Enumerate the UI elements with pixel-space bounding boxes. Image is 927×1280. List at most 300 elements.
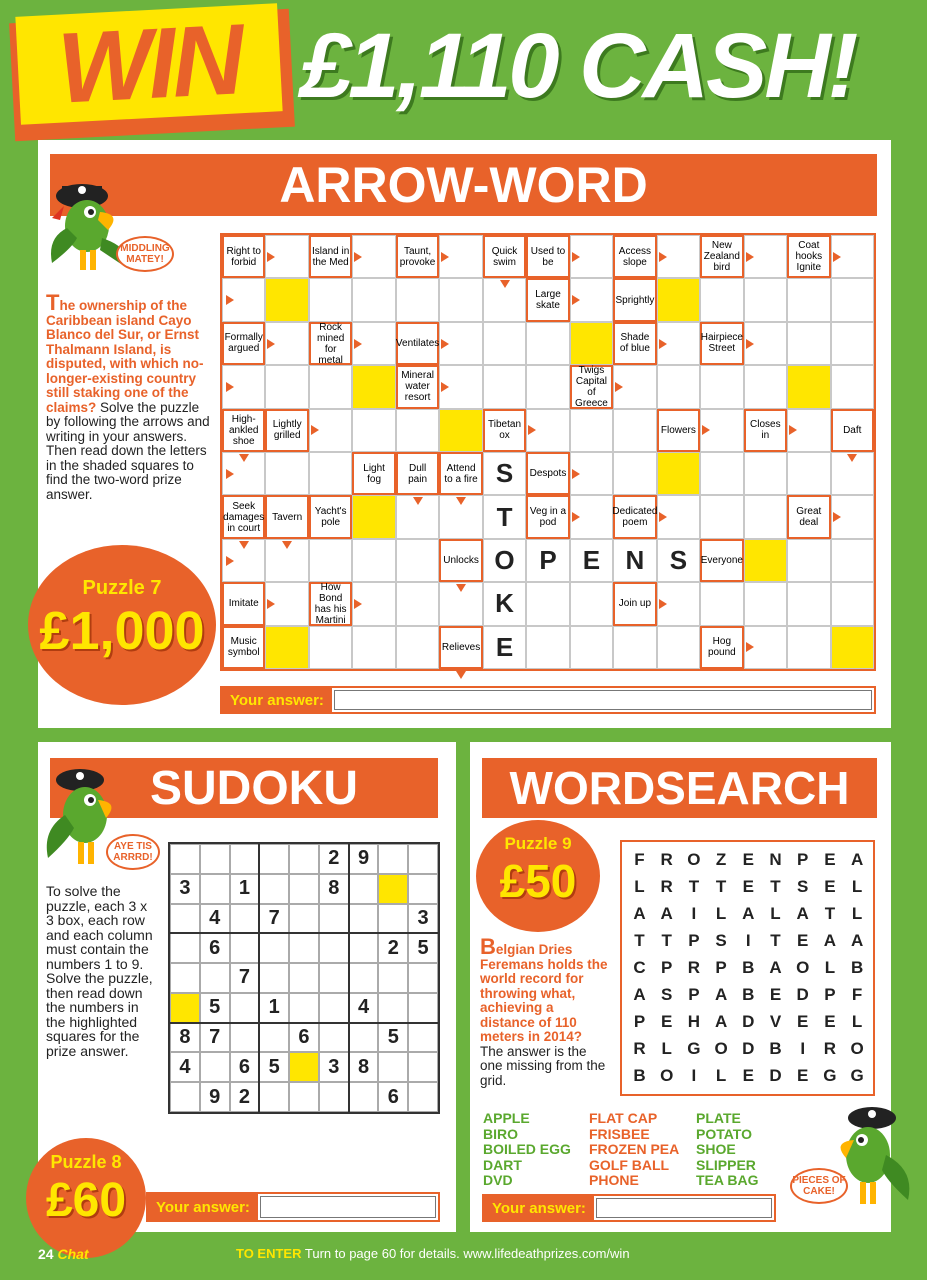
- answer-cell[interactable]: [439, 278, 482, 321]
- intro-question: he ownership of the Caribbean island Cayo Blanco del Sur, or Ernst Thalmann Island, is disputed, with which no-longer-existing country still staking one of the claims?: [46, 298, 204, 415]
- answer-cell[interactable]: [831, 365, 874, 408]
- sudoku-cell[interactable]: [349, 933, 379, 963]
- sudoku-cell: 9: [349, 844, 379, 874]
- enter-text: Turn to page 60 for details. www.lifedeathprizes.com/win: [301, 1246, 630, 1261]
- answer-cell[interactable]: [831, 539, 874, 582]
- answer-cell[interactable]: [570, 235, 613, 278]
- answer-cell[interactable]: [831, 235, 874, 278]
- box-divider: [258, 844, 260, 1112]
- arrow-icon: [226, 382, 234, 392]
- wordsearch-letter[interactable]: P: [688, 985, 700, 1004]
- sudoku-cell: 4: [170, 1052, 200, 1082]
- wordsearch-letter[interactable]: O: [714, 1039, 728, 1058]
- sudoku-cell[interactable]: [319, 904, 349, 934]
- sudoku-cell: 5: [408, 933, 438, 963]
- answer-cell[interactable]: [787, 322, 830, 365]
- wordsearch-answer-input[interactable]: [596, 1198, 772, 1218]
- sudoku-cell[interactable]: [259, 874, 289, 904]
- answer-cell[interactable]: [570, 626, 613, 669]
- answer-cell[interactable]: [700, 582, 743, 625]
- answer-cell[interactable]: [744, 626, 787, 669]
- answer-cell[interactable]: [700, 409, 743, 452]
- wordsearch-letter[interactable]: T: [715, 877, 727, 896]
- clue-cell: Large skate: [526, 278, 569, 321]
- answer-cell[interactable]: [526, 626, 569, 669]
- sudoku-cell[interactable]: [230, 933, 260, 963]
- answer-cell[interactable]: [787, 582, 830, 625]
- answer-cell[interactable]: [352, 278, 395, 321]
- wordsearch-letter[interactable]: L: [851, 877, 863, 896]
- wordsearch-letter[interactable]: E: [661, 1012, 673, 1031]
- answer-cell[interactable]: [700, 452, 743, 495]
- shaded-cell[interactable]: [744, 539, 787, 582]
- wordsearch-letter[interactable]: A: [850, 931, 864, 950]
- wordsearch-letter[interactable]: T: [634, 931, 645, 950]
- shaded-cell[interactable]: [831, 626, 874, 669]
- answer-cell[interactable]: [352, 582, 395, 625]
- answer-cell[interactable]: [570, 409, 613, 452]
- wordsearch-letter[interactable]: D: [742, 1012, 755, 1031]
- wordsearch-letter[interactable]: E: [824, 1012, 836, 1031]
- wordsearch-letter[interactable]: B: [769, 1039, 782, 1058]
- answer-cell[interactable]: [657, 582, 700, 625]
- sudoku-cell[interactable]: [349, 1082, 379, 1112]
- clue-cell: Dull pain: [396, 452, 439, 495]
- sudoku-cell[interactable]: [378, 963, 408, 993]
- wordsearch-letter[interactable]: S: [715, 931, 727, 950]
- sudoku-cell[interactable]: [200, 1052, 230, 1082]
- answer-cell[interactable]: [265, 365, 308, 408]
- sudoku-cell[interactable]: [378, 904, 408, 934]
- sudoku-cell[interactable]: [349, 904, 379, 934]
- wordsearch-letter[interactable]: P: [633, 1012, 646, 1031]
- answer-cell[interactable]: [265, 539, 308, 582]
- answer-cell[interactable]: [265, 235, 308, 278]
- answer-cell[interactable]: [831, 452, 874, 495]
- answer-cell[interactable]: [483, 322, 526, 365]
- wordsearch-letter[interactable]: P: [824, 985, 836, 1004]
- sudoku-cell[interactable]: [408, 1023, 438, 1053]
- answer-cell[interactable]: [744, 235, 787, 278]
- answer-cell[interactable]: [309, 626, 352, 669]
- sudoku-cell[interactable]: [289, 963, 319, 993]
- answer-cell[interactable]: [787, 278, 830, 321]
- answer-cell[interactable]: [570, 278, 613, 321]
- answer-cell[interactable]: P: [526, 539, 569, 582]
- wordsearch-letter[interactable]: B: [742, 958, 755, 977]
- wordsearch-letter[interactable]: A: [714, 1012, 728, 1031]
- wordsearch-letter[interactable]: T: [688, 877, 700, 896]
- answer-cell[interactable]: [613, 626, 656, 669]
- sudoku-cell[interactable]: [230, 1023, 260, 1053]
- sudoku-cell[interactable]: [259, 963, 289, 993]
- shaded-cell[interactable]: [352, 495, 395, 538]
- box-divider: [170, 932, 438, 934]
- shaded-cell[interactable]: [787, 365, 830, 408]
- wordsearch-letter[interactable]: R: [633, 1039, 646, 1058]
- answer-cell[interactable]: [570, 582, 613, 625]
- answer-cell[interactable]: [309, 365, 352, 408]
- wordsearch-letter[interactable]: I: [745, 931, 751, 950]
- wordsearch-letter[interactable]: B: [850, 958, 864, 977]
- wordsearch-letter[interactable]: F: [634, 850, 645, 869]
- wordsearch-letter[interactable]: A: [850, 850, 864, 869]
- word-list-item: FLAT CAP: [589, 1110, 658, 1126]
- answer-cell[interactable]: S: [483, 452, 526, 495]
- clue-cell: Shade of blue: [613, 322, 656, 365]
- sudoku-cell[interactable]: [289, 904, 319, 934]
- answer-cell[interactable]: [657, 495, 700, 538]
- wordsearch-letter[interactable]: A: [742, 904, 755, 923]
- sudoku-cell[interactable]: [408, 1082, 438, 1112]
- answer-cell[interactable]: [657, 365, 700, 408]
- wordsearch-letter[interactable]: E: [797, 1012, 809, 1031]
- wordsearch-letter[interactable]: T: [770, 877, 781, 896]
- sudoku-cell[interactable]: [408, 963, 438, 993]
- clue-cell: Great deal: [787, 495, 830, 538]
- wordsearch-letter[interactable]: E: [824, 850, 836, 869]
- intro-dropcap: T: [46, 290, 60, 315]
- shaded-cell[interactable]: [657, 452, 700, 495]
- clue-cell: Tibetan ox: [483, 409, 526, 452]
- answer-cell[interactable]: [744, 582, 787, 625]
- sudoku-cell[interactable]: [319, 1023, 349, 1053]
- sudoku-cell[interactable]: [319, 933, 349, 963]
- clue-cell: Sprightly: [613, 278, 656, 321]
- wordsearch-letter[interactable]: L: [715, 1066, 727, 1085]
- sudoku-cell[interactable]: [408, 1052, 438, 1082]
- win-text: WIN: [54, 2, 243, 125]
- clue-cell: New Zealand bird: [700, 235, 743, 278]
- sudoku-grid: [168, 842, 440, 1114]
- answer-cell[interactable]: [744, 452, 787, 495]
- wordsearch-letter[interactable]: P: [688, 931, 700, 950]
- wordsearch-letter[interactable]: I: [691, 904, 697, 923]
- answer-cell[interactable]: [744, 322, 787, 365]
- answer-cell[interactable]: [483, 278, 526, 321]
- sudoku-highlight-cell[interactable]: [378, 874, 408, 904]
- wordsearch-letter[interactable]: E: [824, 877, 836, 896]
- wordsearch-letter[interactable]: V: [769, 1012, 782, 1031]
- sudoku-cell[interactable]: [170, 904, 200, 934]
- answer-cell[interactable]: [309, 539, 352, 582]
- answer-cell[interactable]: [787, 409, 830, 452]
- sudoku-cell[interactable]: [170, 933, 200, 963]
- answer-cell[interactable]: [439, 365, 482, 408]
- answer-cell[interactable]: [526, 322, 569, 365]
- wordsearch-letter[interactable]: B: [633, 1066, 646, 1085]
- wordsearch-letter[interactable]: L: [851, 904, 863, 923]
- answer-cell[interactable]: [526, 365, 569, 408]
- answer-cell[interactable]: [744, 278, 787, 321]
- wordsearch-letter[interactable]: E: [769, 985, 782, 1004]
- wordsearch-answer-row: [482, 1194, 776, 1222]
- answer-cell[interactable]: [831, 495, 874, 538]
- sudoku-cell: 3: [319, 1052, 349, 1082]
- clue-cell: Access slope: [613, 235, 656, 278]
- sudoku-cell[interactable]: [289, 933, 319, 963]
- answer-cell[interactable]: [309, 278, 352, 321]
- sudoku-cell[interactable]: [378, 1052, 408, 1082]
- answer-cell[interactable]: [352, 409, 395, 452]
- sudoku-cell[interactable]: [319, 993, 349, 1023]
- wordsearch-letter[interactable]: D: [796, 985, 809, 1004]
- clue-cell: Flowers: [657, 409, 700, 452]
- sudoku-cell[interactable]: [408, 844, 438, 874]
- intro-question: elgian Dries Feremans holds the world record for throwing what, achieving a distance of 110 meters in 2014?: [480, 942, 608, 1044]
- shaded-cell[interactable]: [439, 409, 482, 452]
- answer-cell[interactable]: [439, 582, 482, 625]
- answer-cell[interactable]: [352, 322, 395, 365]
- answer-cell[interactable]: [787, 626, 830, 669]
- sudoku-cell[interactable]: [289, 874, 319, 904]
- wordsearch-letter[interactable]: O: [660, 1066, 674, 1085]
- sudoku-cell: 2: [319, 844, 349, 874]
- wordsearch-letter[interactable]: Z: [715, 850, 727, 869]
- clue-cell: Everyone: [700, 539, 743, 582]
- sudoku-cell[interactable]: [349, 1023, 379, 1053]
- intro-instructions: Solve the puzzle by following the arrows and writing in your answers. Then read down the letters in the shaded squares to find the two-word prize answer.: [46, 399, 210, 502]
- word-list-item: FRISBEE: [589, 1125, 650, 1142]
- wordsearch-letter[interactable]: R: [687, 958, 701, 977]
- answer-cell[interactable]: [352, 539, 395, 582]
- sudoku-cell[interactable]: [200, 844, 230, 874]
- word-list-col2: [589, 1111, 679, 1189]
- answer-cell[interactable]: [352, 235, 395, 278]
- wordsearch-letter[interactable]: G: [687, 1039, 701, 1058]
- shaded-cell[interactable]: [657, 278, 700, 321]
- wordsearch-letter[interactable]: A: [796, 904, 809, 923]
- answer-cell[interactable]: [787, 452, 830, 495]
- sudoku-cell: 8: [170, 1023, 200, 1053]
- shaded-cell[interactable]: [352, 365, 395, 408]
- sudoku-cell[interactable]: [259, 844, 289, 874]
- answer-cell[interactable]: E: [483, 626, 526, 669]
- word-list-col1: [483, 1111, 571, 1189]
- answer-cell[interactable]: [831, 582, 874, 625]
- wordsearch-letter[interactable]: T: [824, 904, 836, 923]
- clue-cell: Unlocks: [439, 539, 482, 582]
- arrow-icon: [226, 556, 234, 566]
- wordsearch-letter[interactable]: L: [634, 877, 645, 896]
- answer-cell[interactable]: [700, 365, 743, 408]
- sudoku-cell[interactable]: [170, 844, 200, 874]
- answer-cell[interactable]: N: [613, 539, 656, 582]
- sudoku-cell: 7: [259, 904, 289, 934]
- answer-cell[interactable]: T: [483, 495, 526, 538]
- wordsearch-letter[interactable]: T: [661, 931, 672, 950]
- sudoku-cell[interactable]: [170, 963, 200, 993]
- answer-cell[interactable]: [744, 365, 787, 408]
- intro-dropcap: B: [480, 934, 496, 959]
- wordsearch-letter[interactable]: O: [796, 958, 810, 977]
- answer-cell[interactable]: [700, 278, 743, 321]
- sudoku-cell[interactable]: [349, 963, 379, 993]
- wordsearch-letter[interactable]: G: [823, 1066, 837, 1085]
- arrowword-answer-input[interactable]: [334, 690, 872, 710]
- sudoku-cell[interactable]: [289, 1082, 319, 1112]
- sudoku-cell[interactable]: [349, 874, 379, 904]
- sudoku-cell[interactable]: [378, 844, 408, 874]
- sudoku-cell[interactable]: [319, 1082, 349, 1112]
- sudoku-answer-input[interactable]: [260, 1196, 436, 1218]
- wordsearch-letter[interactable]: E: [742, 877, 754, 896]
- wordsearch-letter[interactable]: L: [661, 1039, 672, 1058]
- wordsearch-letter[interactable]: E: [797, 1066, 809, 1085]
- word-list-item: DART: [483, 1156, 522, 1173]
- answer-cell[interactable]: [657, 626, 700, 669]
- wordsearch-letter[interactable]: O: [850, 1039, 864, 1058]
- sudoku-cell: 7: [200, 1023, 230, 1053]
- wordsearch-letter[interactable]: E: [742, 1066, 754, 1085]
- answer-cell[interactable]: S: [657, 539, 700, 582]
- answer-cell[interactable]: [831, 278, 874, 321]
- answer-cell[interactable]: [309, 409, 352, 452]
- sudoku-bubble: AYE TIS ARRRD!: [106, 834, 160, 870]
- answer-cell[interactable]: [613, 365, 656, 408]
- answer-cell[interactable]: [657, 235, 700, 278]
- wordsearch-letter[interactable]: A: [633, 985, 646, 1004]
- wordsearch-letter[interactable]: A: [633, 904, 646, 923]
- wordsearch-letter[interactable]: P: [797, 850, 809, 869]
- wordsearch-letter[interactable]: L: [770, 904, 781, 923]
- wordsearch-letter[interactable]: S: [797, 877, 809, 896]
- wordsearch-letter[interactable]: E: [742, 850, 754, 869]
- answer-cell[interactable]: E: [570, 539, 613, 582]
- wordsearch-letter[interactable]: C: [633, 958, 646, 977]
- wordsearch-letter[interactable]: A: [714, 985, 728, 1004]
- wordsearch-letter[interactable]: G: [850, 1066, 864, 1085]
- answer-cell[interactable]: [787, 539, 830, 582]
- answer-cell[interactable]: [439, 322, 482, 365]
- sudoku-highlight-cell[interactable]: [289, 1052, 319, 1082]
- answer-cell[interactable]: K: [483, 582, 526, 625]
- brand-name: Chat: [57, 1246, 89, 1262]
- sudoku-cell[interactable]: [408, 874, 438, 904]
- answer-cell[interactable]: [396, 409, 439, 452]
- answer-cell[interactable]: [700, 495, 743, 538]
- headline: [0, 0, 927, 140]
- wordsearch-letter[interactable]: I: [800, 1039, 806, 1058]
- wordsearch-letter[interactable]: T: [770, 931, 781, 950]
- word-list-item: GOLF BALL: [589, 1156, 670, 1173]
- sudoku-cell[interactable]: [230, 904, 260, 934]
- wordsearch-letter[interactable]: N: [769, 850, 782, 869]
- answer-cell[interactable]: [309, 452, 352, 495]
- clue-cell: Closes in: [744, 409, 787, 452]
- sudoku-cell: 6: [378, 1082, 408, 1112]
- sudoku-cell: 5: [200, 993, 230, 1023]
- wordsearch-letter[interactable]: L: [715, 904, 727, 923]
- wordsearch-letter[interactable]: L: [851, 1012, 863, 1031]
- wordsearch-letter[interactable]: H: [687, 1012, 701, 1031]
- word-list-item: PLATE: [696, 1110, 741, 1126]
- answer-cell[interactable]: [396, 539, 439, 582]
- wordsearch-letter[interactable]: P: [715, 958, 727, 977]
- wordsearch-letter[interactable]: B: [742, 985, 755, 1004]
- wordsearch-letter[interactable]: R: [660, 877, 673, 896]
- clue-cell: Veg in a pod: [526, 495, 569, 538]
- wordsearch-letter[interactable]: E: [797, 931, 809, 950]
- wordsearch-letter[interactable]: S: [661, 985, 673, 1004]
- sudoku-cell[interactable]: [259, 1023, 289, 1053]
- answer-cell[interactable]: [396, 582, 439, 625]
- shaded-cell[interactable]: [265, 626, 308, 669]
- wordsearch-letter[interactable]: A: [660, 904, 673, 923]
- wordsearch-letter[interactable]: F: [851, 985, 863, 1004]
- sudoku-title: SUDOKU: [50, 758, 438, 818]
- answer-cell[interactable]: [526, 582, 569, 625]
- sudoku-cell[interactable]: [259, 1082, 289, 1112]
- sudoku-cell[interactable]: [230, 993, 260, 1023]
- answer-cell[interactable]: [613, 409, 656, 452]
- answer-label: Your answer:: [484, 1196, 594, 1220]
- answer-cell[interactable]: [570, 495, 613, 538]
- sudoku-cell[interactable]: [170, 1082, 200, 1112]
- answer-cell[interactable]: [352, 626, 395, 669]
- sudoku-cell[interactable]: [230, 844, 260, 874]
- sudoku-highlight-cell[interactable]: [170, 993, 200, 1023]
- wordsearch-letter[interactable]: R: [823, 1039, 837, 1058]
- sudoku-cell[interactable]: [289, 993, 319, 1023]
- wordsearch-letter[interactable]: I: [691, 1066, 697, 1085]
- sudoku-cell: 6: [230, 1052, 260, 1082]
- answer-cell[interactable]: O: [483, 539, 526, 582]
- answer-cell[interactable]: [483, 365, 526, 408]
- intro-instructions: The answer is the one missing from the grid.: [480, 1043, 606, 1088]
- win-badge: [15, 3, 282, 125]
- answer-cell[interactable]: [265, 322, 308, 365]
- wordsearch-letter[interactable]: L: [824, 958, 836, 977]
- answer-cell[interactable]: [396, 495, 439, 538]
- wordsearch-letter[interactable]: A: [823, 931, 837, 950]
- wordsearch-letter[interactable]: O: [687, 850, 701, 869]
- answer-cell[interactable]: [265, 452, 308, 495]
- sudoku-cell[interactable]: [200, 874, 230, 904]
- sudoku-cell[interactable]: [319, 963, 349, 993]
- answer-cell[interactable]: [396, 626, 439, 669]
- sudoku-cell[interactable]: [289, 844, 319, 874]
- wordsearch-bubble: PIECES OF CAKE!: [790, 1168, 848, 1204]
- answer-cell[interactable]: [570, 452, 613, 495]
- answer-cell[interactable]: [613, 452, 656, 495]
- answer-cell[interactable]: [396, 278, 439, 321]
- answer-cell[interactable]: [439, 495, 482, 538]
- answer-cell[interactable]: [526, 409, 569, 452]
- sudoku-cell[interactable]: [378, 993, 408, 1023]
- clue-cell: Right to forbid: [222, 235, 265, 278]
- wordsearch-letter[interactable]: D: [742, 1039, 755, 1058]
- wordsearch-letter[interactable]: P: [661, 958, 673, 977]
- box-divider: [170, 1022, 438, 1024]
- shaded-cell[interactable]: [570, 322, 613, 365]
- shaded-cell[interactable]: [265, 278, 308, 321]
- clue-cell: Coat hooks Ignite: [787, 235, 830, 278]
- footer-enter: [236, 1246, 630, 1261]
- puzzle8-prize-badge: [26, 1138, 146, 1258]
- answer-cell[interactable]: [265, 582, 308, 625]
- wordsearch-letter[interactable]: R: [660, 850, 673, 869]
- sudoku-cell[interactable]: [200, 963, 230, 993]
- sudoku-cell[interactable]: [408, 993, 438, 1023]
- wordsearch-letter[interactable]: A: [769, 958, 782, 977]
- wordsearch-letter[interactable]: D: [769, 1066, 782, 1085]
- answer-cell[interactable]: [657, 322, 700, 365]
- answer-cell[interactable]: [439, 235, 482, 278]
- sudoku-cell[interactable]: [259, 933, 289, 963]
- answer-cell[interactable]: [744, 495, 787, 538]
- answer-cell[interactable]: [831, 322, 874, 365]
